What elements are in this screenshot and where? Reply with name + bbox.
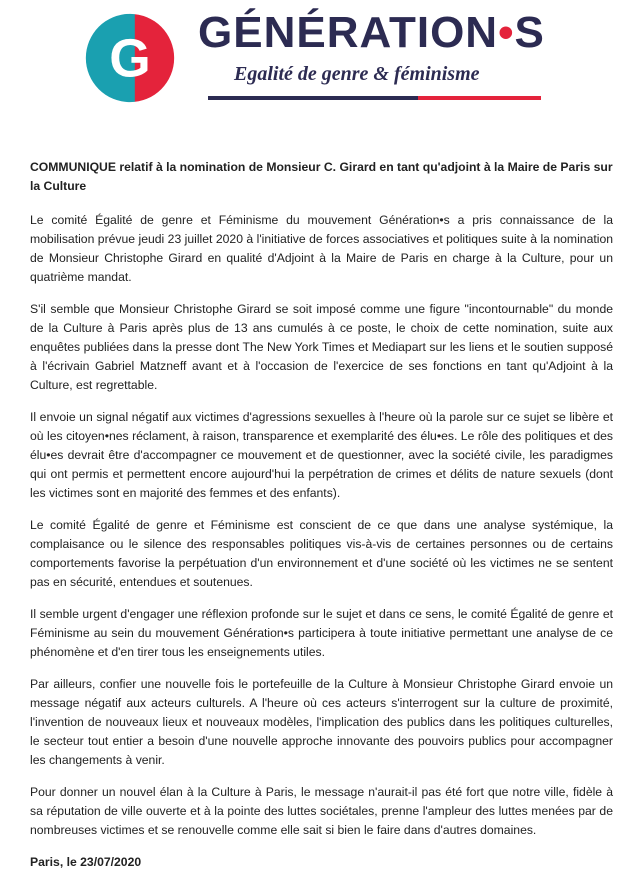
press-release — [30, 158, 613, 872]
brand-name-s: S — [514, 8, 545, 57]
brand-name — [198, 8, 545, 58]
paragraph-2: S'il semble que Monsieur Christophe Girard se soit imposé comme une figure "incontournable" du monde de la Culture à Paris après plus de 13 ans cumulés à ce poste, le choix de cette nomination, suite aux enquêtes publiées dans la presse dont The New York Times et Mediapart sur les liens et le soutien supposé à l'écrivain Gabriel Matzneff avant et à l'occasion de l'exercice de ses fonctions en tant qu'Adjoint à la Culture, est regrettable. — [30, 302, 613, 392]
header — [0, 0, 630, 110]
press-release-heading: COMMUNIQUE relatif à la nomination de Monsieur C. Girard en tant qu'adjoint à la Maire de Paris sur la Culture — [30, 160, 613, 193]
paragraph-7: Pour donner un nouvel élan à la Culture à Paris, le message n'aurait-il pas été fort que notre ville, fidèle à sa réputation de ville ouverte et à la pointe des luttes sociétales, prenne l'ampleur des luttes menées par de nombreuses victimes et se renouvelle comme elle sait si bien le faire dans d'autres domaines. — [30, 785, 613, 837]
paragraph-6: Par ailleurs, confier une nouvelle fois le portefeuille de la Culture à Monsieur Christophe Girard envoie un message négatif aux acteurs culturels. A l'heure où ces acteurs s'interrogent sur la culture de proximité, l'invention de nouveaux lieux et nouveaux modèles, l'implication des publics dans les politiques culturelles, le secteur tout entier a besoin d'une nouvelle approche innovante des pouvoirs publics pour accompagner les changements à venir. — [30, 677, 613, 767]
generations-logo — [84, 12, 176, 104]
brand-name-dot: • — [498, 8, 515, 57]
logo-letter: G — [109, 29, 151, 89]
paragraph-1: Le comité Égalité de genre et Féminisme du mouvement Génération•s a pris connaissance de la mobilisation prévue jeudi 23 juillet 2020 à l'initiative de forces associatives et politiques suite à la nomination de Monsieur Christophe Girard en qualité d'Adjoint à la Maire de Paris en charge à la Culture, pour un quatrième mandat. — [30, 213, 613, 284]
brand-name-main: GÉNÉRATION — [198, 8, 499, 57]
header-rule — [208, 96, 541, 100]
paragraph-5: Il semble urgent d'engager une réflexion profonde sur le sujet et dans ce sens, le comité Égalité de genre et Féminisme au sein du mouvement Génération•s participera à toute initiative permettant une analyse de ce phénomène et d'en tirer tous les enseignements utiles. — [30, 607, 613, 659]
signature-date: Paris, le 23/07/2020 — [30, 855, 142, 869]
paragraph-4: Le comité Égalité de genre et Féminisme est conscient de ce que dans une analyse systémique, la complaisance ou le silence des responsables politiques vis-à-vis de certaines personnes ou de certains comportements favorise la perpétuation d'un environnement et d'une société où les victimes ne se sentent pas en sécurité, entendues et soutenues. — [30, 518, 613, 589]
paragraph-3: Il envoie un signal négatif aux victimes d'agressions sexuelles à l'heure où la parole sur ce sujet se libère et où les citoyen•nes réclament, à raison, transparence et exemplarité des élu•es. Le rôle des politiques et des élu•es devrait être d'accompagner ce mouvement et de questionner, avec la société civile, les paradigmes qui ont permis et permettent encore aujourd'hui la perpétration de crimes et délits de nature sexuels (dont les victimes sont en majorité des femmes et des enfants). — [30, 410, 613, 500]
tagline: Egalité de genre & féminisme — [234, 63, 480, 85]
